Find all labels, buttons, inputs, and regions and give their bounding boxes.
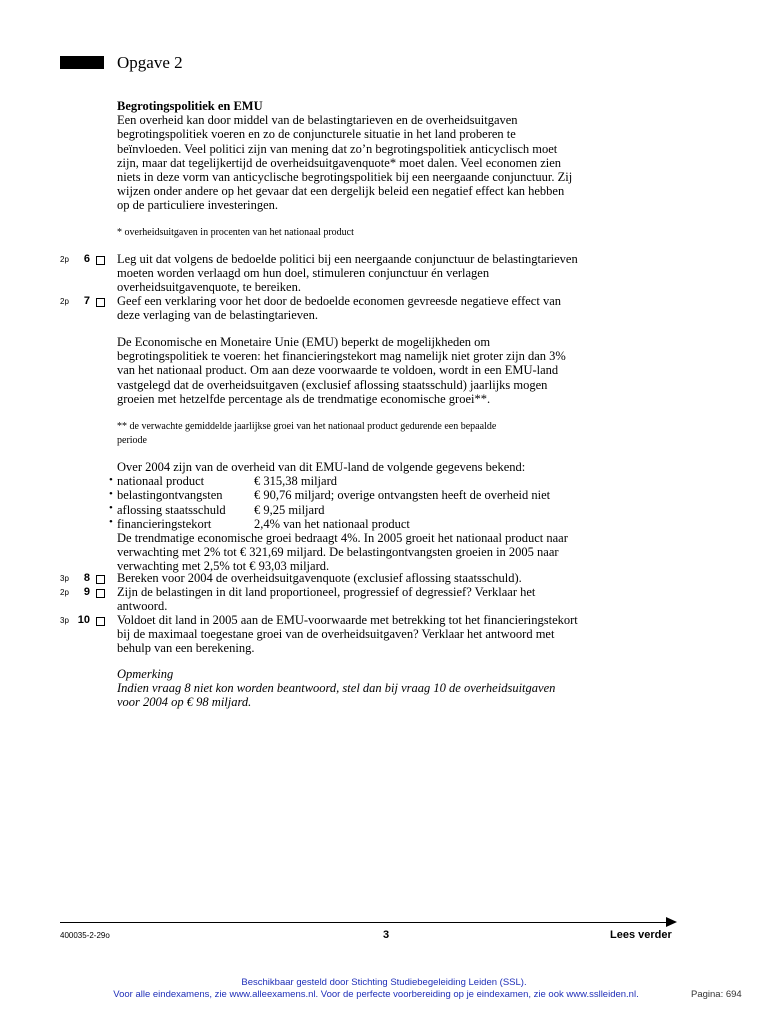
emu-line: vastgelegd dat de overheidsuitgaven (exclusief aflossing staatsschuld) jaarlijks mogen — [117, 377, 548, 392]
question-number: 8 — [83, 572, 90, 584]
footnote-1: * overheidsuitgaven in procenten van het nationaal product — [117, 227, 354, 238]
question-8-text — [117, 571, 622, 585]
table-row — [117, 488, 550, 502]
emu-line: groeien met hetzelfde percentage als de trendmatige economische groei**. — [117, 391, 491, 406]
data-after-line: verwachting met 2% tot € 321,69 miljard. De belastingontvangsten groeien in 2005 naar — [117, 545, 559, 560]
header-bar — [60, 56, 104, 69]
question-number: 7 — [83, 295, 90, 307]
pagina-label: Pagina: 694 — [691, 989, 742, 1000]
exam-code: 400035-2-29o — [60, 931, 110, 940]
footnote-2 — [117, 420, 622, 447]
promo-line-2[interactable]: Voor alle eindexamens, zie www.alleexamens.nl. Voor de perfecte voorbereiding op je eindexamen, zie ook www.sslleiden.nl. — [113, 989, 639, 1000]
question-number: 9 — [83, 586, 90, 598]
points-label: 2p — [60, 255, 69, 264]
row-label: financieringstekort — [117, 516, 212, 531]
question-10-text — [117, 613, 622, 656]
points-label: 2p — [60, 588, 69, 597]
question-7-text — [117, 294, 622, 322]
intro-line: niets in deze vorm van anticyclische begrotingspolitiek bij een neergaande conjunctuur. Zij — [117, 170, 573, 185]
question-6-text — [117, 252, 622, 295]
table-row — [117, 517, 550, 531]
remark-line: Indien vraag 8 niet kon worden beantwoord, stel dan bij vraag 10 de overheidsuitgaven — [117, 681, 556, 696]
section-heading: Begrotingspolitiek en EMU — [117, 99, 263, 113]
row-label: belastingontvangsten — [117, 488, 223, 503]
remark-line: voor 2004 op € 98 miljard. — [117, 695, 252, 710]
question-line: Zijn de belastingen in dit land proportioneel, progressief of degressief? Verklaar het — [117, 585, 536, 599]
question-line: Leg uit dat volgens de bedoelde politici bij een neergaande conjunctuur de belastingtarieven — [117, 252, 578, 266]
data-2004-section — [117, 460, 622, 574]
emu-line: begrotingspolitiek te voeren: het financieringstekort mag namelijk niet groter zijn dan 3% — [117, 349, 566, 364]
footnote-line: periode — [117, 434, 147, 446]
question-line: Bereken voor 2004 de overheidsuitgavenquote (exclusief aflossing staatsschuld). — [117, 571, 522, 585]
data-intro: Over 2004 zijn van de overheid van dit EMU-land de volgende gegevens bekend: — [117, 460, 526, 474]
intro-line: op de particuliere investeringen. — [117, 198, 279, 213]
bullet-icon: • — [109, 502, 113, 514]
question-9-text — [117, 585, 622, 613]
question-number: 10 — [77, 614, 90, 626]
footnote-line: ** de verwachte gemiddelde jaarlijkse groei van het nationaal product gedurende een bepaalde — [117, 421, 497, 432]
question-line: behulp van een berekening. — [117, 641, 255, 656]
intro-line: Een overheid kan door middel van de belastingtarieven en de overheidsuitgaven — [117, 113, 518, 128]
table-row — [117, 474, 550, 488]
intro-line: beïnvloeden. Veel politici zijn van mening dat zo’n begrotingspolitiek anticyclisch moet — [117, 141, 558, 156]
intro-line: wijzen onder andere op het gevaar dat een dergelijk beleid een negatief effect kan hebben — [117, 184, 565, 199]
footer-rule — [60, 922, 668, 923]
arrow-right-icon — [666, 917, 677, 927]
promo-line-1: Beschikbaar gesteld door Stichting Studiebegeleiding Leiden (SSL). — [241, 977, 527, 988]
row-label: nationaal product — [117, 474, 205, 489]
points-label: 3p — [60, 616, 69, 625]
answer-checkbox[interactable] — [96, 298, 105, 307]
answer-checkbox[interactable] — [96, 575, 105, 584]
question-line: overheidsuitgavenquote, te bereiken. — [117, 280, 301, 295]
emu-line: De Economische en Monetaire Unie (EMU) beperkt de mogelijkheden om — [117, 335, 491, 349]
question-number: 6 — [83, 253, 90, 265]
lees-verder-label: Lees verder — [610, 929, 672, 941]
data-after-line: De trendmatige economische groei bedraagt 4%. In 2005 groeit het nationaal product naar — [117, 531, 568, 546]
question-line: bij de maximaal toegestane groei van de overheidsuitgaven? Verklaar het antwoord met — [117, 627, 555, 642]
intro-line: zijn, maar dat tegelijkertijd de overheidsuitgavenquote* moet dalen. Veel economen zien — [117, 155, 562, 170]
data-table — [117, 474, 550, 531]
question-line: Voldoet dit land in 2005 aan de EMU-voorwaarde met betrekking tot het financieringstekort — [117, 613, 578, 627]
intro-line: begrotingspolitiek voeren en zo de conjuncturele situatie in het land proberen te — [117, 127, 516, 142]
remark-title: Opmerking — [117, 667, 174, 681]
row-value: € 9,25 miljard — [254, 502, 325, 517]
emu-line: van het nationaal product. Om aan deze voorwaarde te voldoen, wordt in een EMU-land — [117, 363, 559, 378]
intro-section — [117, 99, 622, 213]
page-number: 3 — [383, 929, 390, 941]
emu-paragraph — [117, 335, 622, 406]
bullet-icon: • — [109, 516, 113, 528]
answer-checkbox[interactable] — [96, 256, 105, 265]
table-row — [117, 503, 550, 517]
remark-section — [117, 667, 622, 710]
question-line: Geef een verklaring voor het door de bedoelde economen gevreesde negatieve effect van — [117, 294, 562, 308]
row-label: aflossing staatsschuld — [117, 502, 226, 517]
data-after-line: verwachting met 2,5% tot € 93,03 miljard. — [117, 559, 330, 574]
bullet-icon: • — [109, 474, 113, 486]
question-line: antwoord. — [117, 599, 168, 614]
bullet-icon: • — [109, 488, 113, 500]
row-value: 2,4% van het nationaal product — [254, 516, 410, 531]
points-label: 2p — [60, 297, 69, 306]
row-value: € 90,76 miljard; overige ontvangsten heeft de overheid niet — [254, 488, 551, 503]
question-line: moeten worden verlaagd om hun doel, stimuleren conjunctuur én verlagen — [117, 266, 490, 281]
page-title: Opgave 2 — [117, 53, 183, 72]
answer-checkbox[interactable] — [96, 617, 105, 626]
points-label: 3p — [60, 574, 69, 583]
answer-checkbox[interactable] — [96, 589, 105, 598]
question-line: deze verlaging van de belastingtarieven. — [117, 308, 318, 323]
row-value: € 315,38 miljard — [254, 474, 337, 489]
